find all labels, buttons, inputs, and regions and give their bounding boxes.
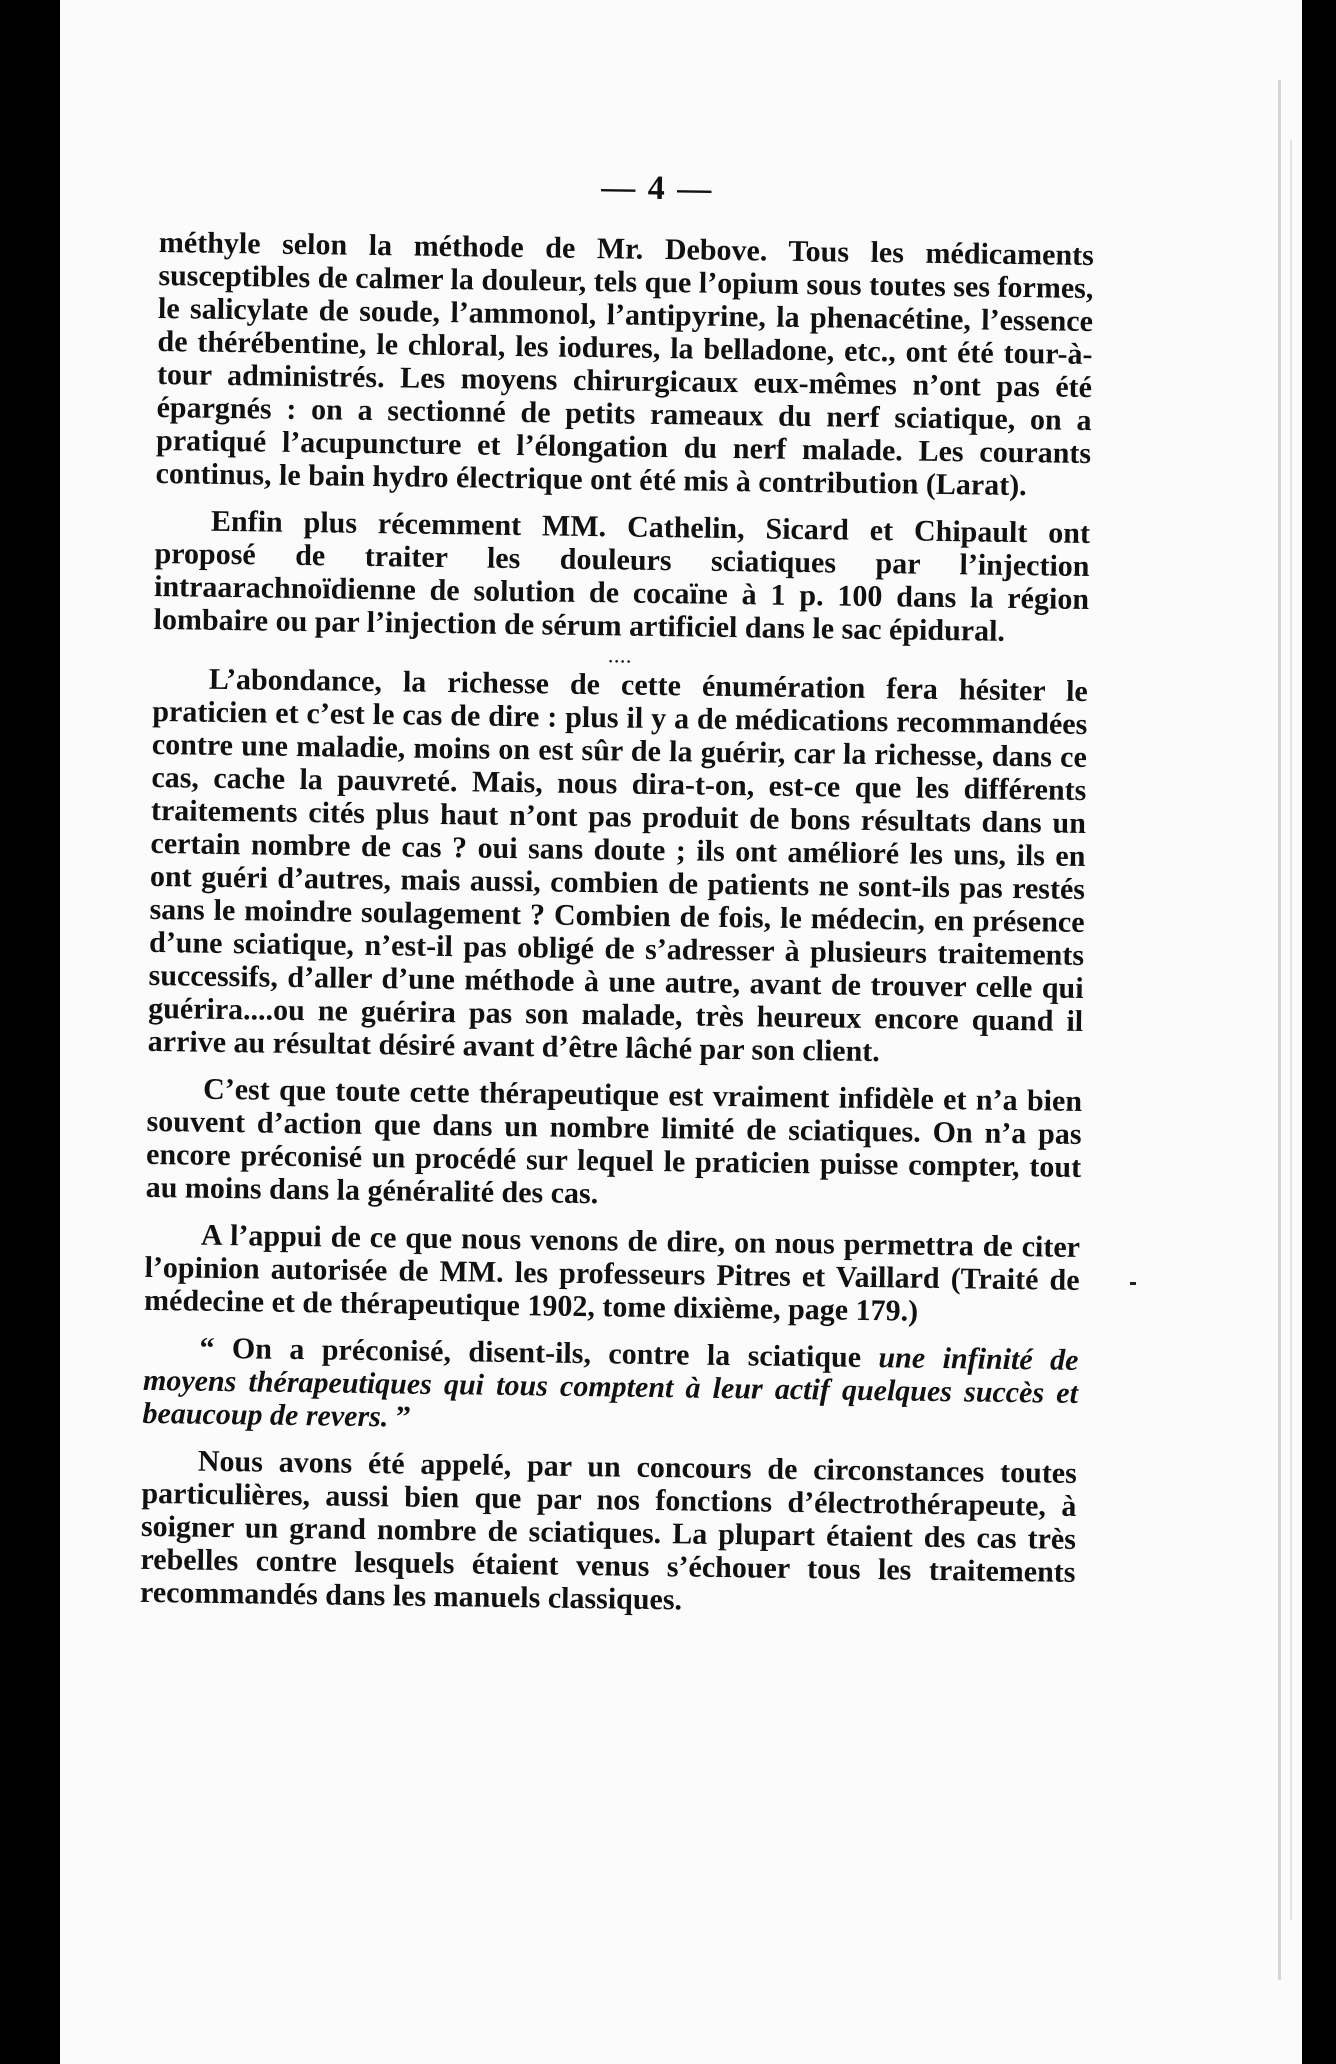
paragraph-3: L’abondance, la richesse de cette énumération fera hésiter le praticien et c’est le cas de dire : plus il y a de médications recommandées contre une maladie, moins on est sûr de la guérir, car la richesse, dans ce cas, cache la pauvreté. Mais, nous dira-t-on, est-ce que les différents traitements cités plus haut n’ont pas produit de bons résultats dans un certain nombre de cas ? oui sans doute ; ils ont amélioré les uns, ils en ont guéri d’autres, mais aussi, combien de patients ne sont-ils pas restés sans le moindre soulagement ? Combien de fois, le médecin, en présence d’une sciatique, n’est-il pas obligé de s’adresser à plusieurs traitements successifs, d’aller d’une méthode à une autre, avant de trouver celle qui guérira....ou ne guérira pas son malade, très heureux encore quand il arrive au résultat désiré avant d’être lâché par son client.	[147, 662, 1088, 1069]
body-text	[140, 165, 1095, 1622]
section-separator: ....	[608, 649, 633, 667]
margin-speck	[1130, 1282, 1136, 1285]
page-number: — 4 —	[600, 169, 714, 208]
quotation-intro: “ On a préconisé, disent-ils, contre la sciatique	[199, 1331, 879, 1375]
paragraph-7: Nous avons été appelé, par un concours de circonstances toutes particulières, aussi bien que par nos fonctions d’électrothérapeute, à soigner un grand nombre de sciatiques. La plupart étaient des cas très rebelles contre lesquels étaient venus s’échouer tous les traitements recommandés dans les manuels classiques.	[139, 1444, 1078, 1617]
quotation-italic: une infinité de moyens thérapeutiques qui tous comptent à leur actif quelques succès et beaucoup de revers.	[142, 1341, 1079, 1434]
quotation-paragraph	[142, 1331, 1078, 1443]
paragraph-2: Enfin plus récemment MM. Cathelin, Sicard et Chipault ont proposé de traiter les douleurs sciatiques par l’injection intraarachnoïdienne de solution de cocaïne à 1 p. 100 dans la région lombaire ou par l’injection de sérum artificiel dans le sac épidural.	[153, 504, 1091, 648]
page-edge-line-inner	[1290, 140, 1292, 1920]
quotation-close: ”	[388, 1400, 412, 1434]
paragraph-1: méthyle selon la méthode de Mr. Debove. Tous les médicaments susceptibles de calmer la douleur, tels que l’opium sous toutes ses formes, le salicylate de soude, l’ammonol, l’antipyrine, la phenacétine, l’essence de thérébentine, le chloral, les iodures, la belladone, etc., ont été tour-à-tour administrés. Les moyens chirurgicaux eux-mêmes n’ont pas été épargnés : on a sectionné de petits rameaux du nerf sciatique, on a pratiqué l’acupuncture et l’élongation du nerf malade. Les courants continus, le bain hydro électrique ont été mis à contribution (Larat).	[155, 225, 1095, 503]
paragraph-5: A l’appui de ce que nous venons de dire, on nous permettra de citer l’opinion autorisée de MM. les professeurs Pitres et Vaillard (Traité de médecine et de thérapeutique 1902, tome dixième, page 179.)	[143, 1218, 1081, 1328]
page-edge-line	[1278, 80, 1281, 1980]
paragraph-4: C’est que toute cette thérapeutique est vraiment infidèle et n’a bien souvent d’action que dans un nombre limité de sciatiques. On n’a pas encore préconisé un procédé sur lequel le praticien puisse compter, tout au moins dans la généralité des cas.	[145, 1072, 1083, 1211]
